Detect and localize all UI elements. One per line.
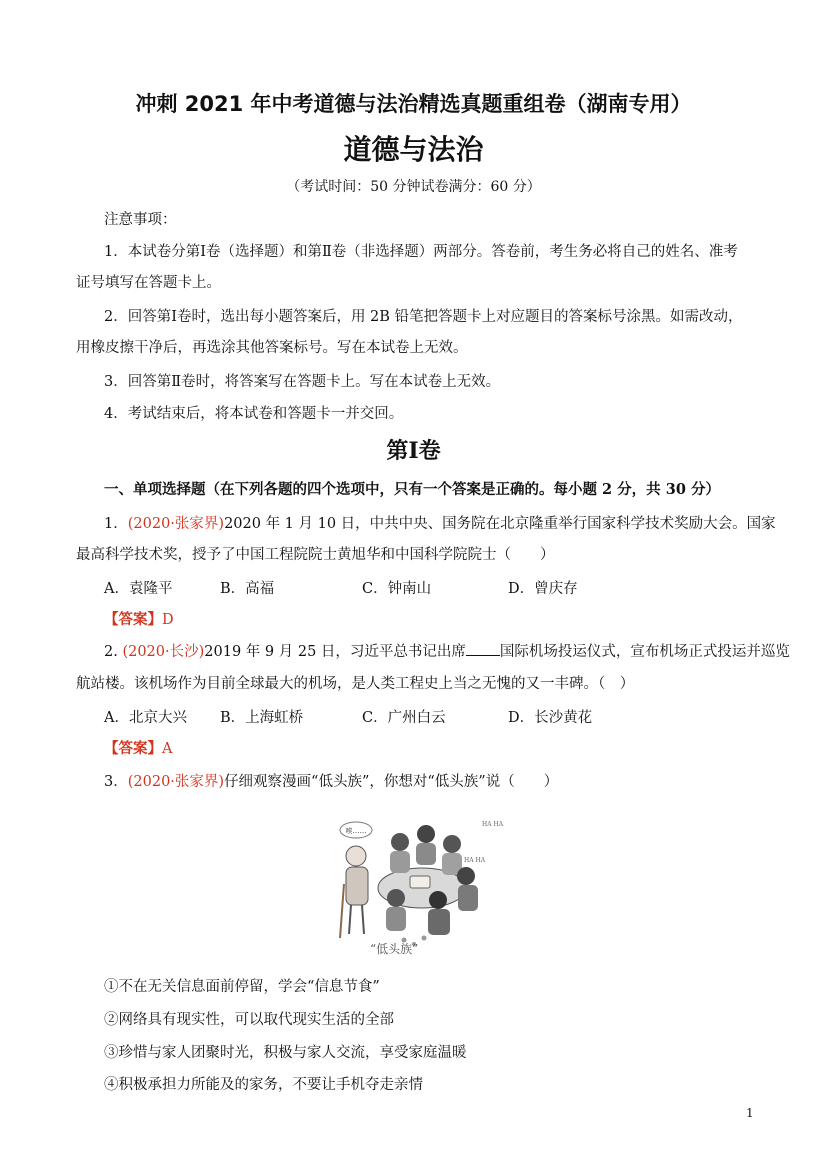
question-number: 3．	[104, 774, 128, 790]
question-number: 2.	[104, 644, 123, 660]
q2-option-d: D．长沙黄花	[508, 710, 593, 726]
question-text: 2020 年 1 月 10 日，中共中央、国务院在北京隆重举行国家科学技术奖励大会。国家	[224, 516, 776, 532]
cartoon-bubble-text: 唉……	[345, 827, 367, 835]
q1-answer	[104, 608, 174, 629]
q1-option-c: C．钟南山	[362, 581, 432, 597]
question-1-line-2: 最高科学技术奖，授予了中国工程院院士黄旭华和中国科学院院士（ ）	[76, 547, 555, 563]
question-3-line-1	[104, 770, 558, 791]
q1-option-b: B．高福	[220, 581, 275, 597]
statement-3: ③珍惜与家人团聚时光，积极与家人交流，享受家庭温暖	[104, 1045, 467, 1061]
question-1-line-1	[104, 512, 776, 533]
question-text: 国际机场投运仪式，宣布机场正式投运并巡览	[499, 644, 790, 660]
note-2-line-2: 用橡皮擦干净后，再选涂其他答案标号。写在本试卷上无效。	[76, 340, 468, 356]
note-3: 3．回答第Ⅱ卷时，将答案写在答题卡上。写在本试卷上无效。	[104, 374, 501, 390]
question-number: 1．	[104, 516, 128, 532]
answer-value: A	[162, 741, 173, 757]
cartoon-illustration	[334, 814, 504, 956]
answer-label: 【答案】	[104, 740, 162, 757]
subject-title: 道德与法治	[343, 133, 484, 166]
note-2-line-1: 2．回答第Ⅰ卷时，选出每小题答案后，用 2B 铅笔把答题卡上对应题目的答案标号涂黑。如需改动，	[104, 309, 743, 325]
svg-text:HA HA: HA HA	[464, 857, 486, 864]
svg-text:HA HA: HA HA	[482, 821, 504, 828]
q2-option-b: B．上海虹桥	[220, 710, 304, 726]
question-source: (2020·长沙)	[122, 644, 205, 660]
question-2-line-2: 航站楼。该机场作为目前全球最大的机场，是人类工程史上当之无愧的又一丰碑。（ ）	[76, 676, 635, 692]
q2-answer	[104, 737, 172, 758]
exam-info: （考试时间：50 分钟试卷满分：60 分）	[286, 179, 541, 195]
notes-heading: 注意事项：	[104, 212, 177, 228]
statement-4: ④积极承担力所能及的家务，不要让手机夺走亲情	[104, 1077, 423, 1093]
question-source: (2020·张家界)	[127, 774, 225, 790]
note-1-line-1: 1．本试卷分第Ⅰ卷（选择题）和第Ⅱ卷（非选择题）两部分。答卷前，考生务必将自己的姓名、准考	[104, 244, 738, 260]
q2-option-a: A．北京大兴	[104, 710, 187, 726]
document-title: 冲刺 2021 年中考道德与法治精选真题重组卷（湖南专用）	[135, 92, 692, 116]
note-4: 4．考试结束后，将本试卷和答题卡一并交回。	[104, 406, 404, 422]
q1-option-d: D．曾庆存	[508, 581, 578, 597]
part-heading: 一、单项选择题（在下列各题的四个选项中，只有一个答案是正确的。每小题 2 分，共 30 分）	[104, 481, 720, 498]
cartoon-caption: “低头族”	[370, 942, 419, 956]
answer-value: D	[162, 612, 174, 628]
section-title: 第Ⅰ卷	[386, 438, 441, 464]
note-1-line-2: 证号填写在答题卡上。	[76, 275, 221, 291]
answer-label: 【答案】	[104, 611, 162, 628]
q1-option-a: A．袁隆平	[104, 581, 173, 597]
statement-2: ②网络具有现实性，可以取代现实生活的全部	[104, 1012, 394, 1028]
question-text: 2019 年 9 月 25 日，习近平总书记出席	[204, 644, 466, 660]
statement-1: ①不在无关信息面前停留，学会“信息节食”	[104, 979, 380, 995]
q2-option-c: C．广州白云	[362, 710, 446, 726]
fill-blank	[466, 643, 500, 656]
question-text: 仔细观察漫画“低头族”，你想对“低头族”说（ ）	[224, 774, 559, 790]
question-2-line-1	[104, 640, 790, 661]
page-number: 1	[746, 1106, 754, 1120]
question-source: (2020·张家界)	[127, 516, 225, 532]
